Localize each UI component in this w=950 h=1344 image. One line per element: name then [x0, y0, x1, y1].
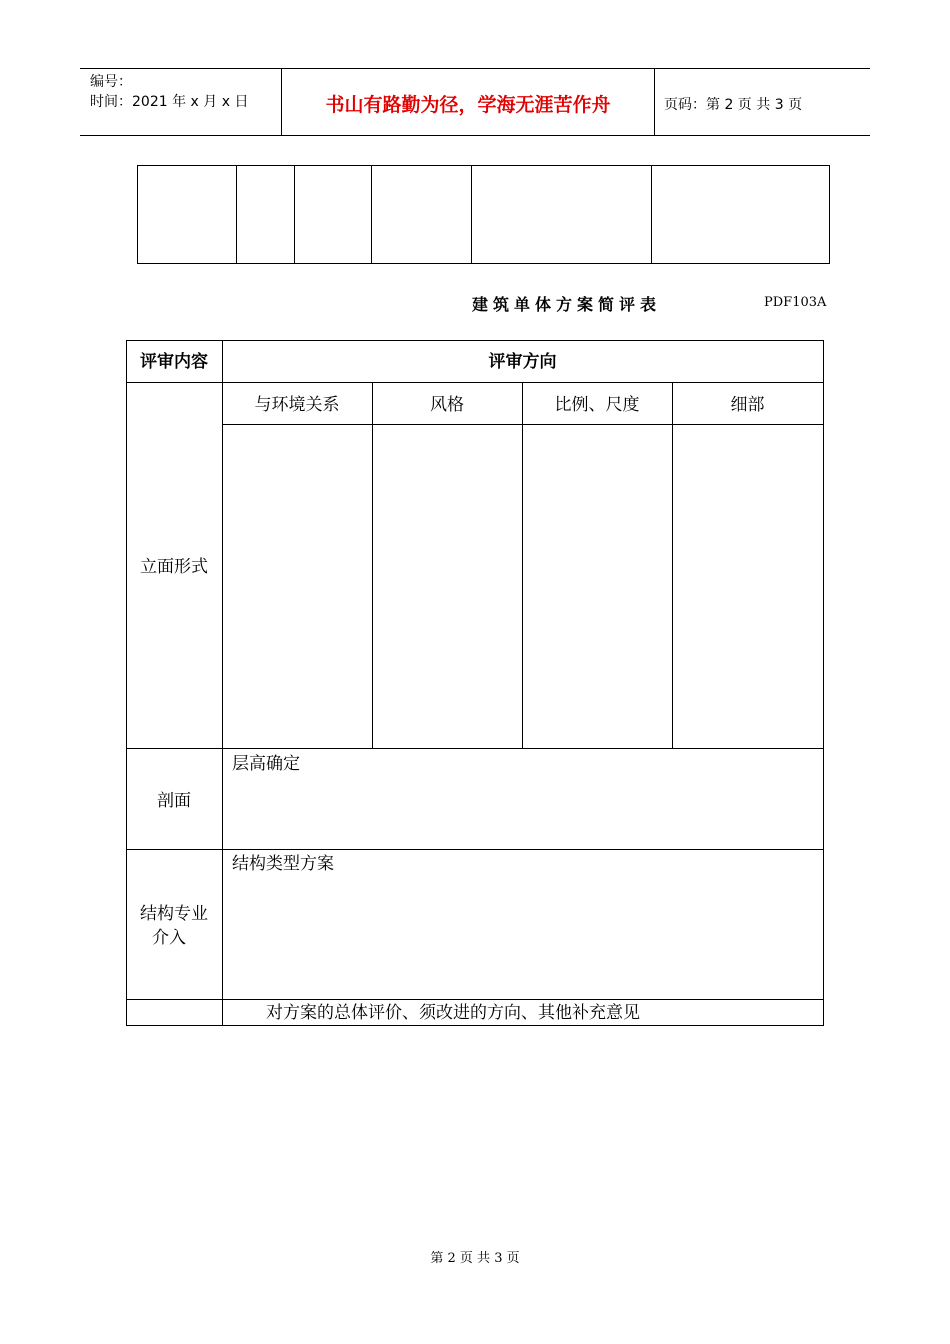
header-divider-right: [654, 68, 655, 136]
document-number-label: 编号：: [90, 74, 132, 90]
table-rule: [126, 999, 824, 1000]
row-label-section: 剖面: [157, 791, 191, 811]
header-motto: 书山有路勤为径，学海无涯苦作舟: [325, 94, 611, 116]
subcolumn-environment: 与环境关系: [254, 395, 340, 415]
section-floor-height-note: 层高确定: [232, 754, 300, 774]
table-divider: [651, 166, 652, 263]
subcolumn-detail: 细部: [730, 395, 765, 415]
table-rule: [823, 340, 824, 1026]
table-rule: [126, 340, 824, 341]
page-footer: 第 2 页 共 3 页: [430, 1251, 520, 1266]
table-rule: [126, 1025, 824, 1026]
row-label-facade: 立面形式: [140, 557, 208, 577]
row-label-structure: [126, 902, 222, 950]
document-date: 时间：2021 年 x 月 x 日: [90, 94, 249, 110]
section-entry-cell[interactable]: [223, 775, 823, 848]
facade-proportion-cell[interactable]: [523, 425, 672, 748]
subcolumn-proportion-scale: 比例、尺度: [554, 395, 640, 415]
overall-evaluation-note: 对方案的总体评价、须改进的方向、其他补充意见: [266, 1003, 640, 1023]
facade-environment-cell[interactable]: [223, 425, 372, 748]
row-label-structure-line1: 结构专业: [140, 904, 208, 924]
facade-style-cell[interactable]: [373, 425, 522, 748]
table-divider: [471, 166, 472, 263]
structure-type-note: 结构类型方案: [232, 854, 334, 874]
column-header-content: 评审内容: [140, 352, 208, 372]
header-top-rule: [80, 68, 870, 69]
row-label-structure-line2: 介入: [152, 928, 186, 948]
structure-entry-cell[interactable]: [223, 878, 823, 998]
table-rule: [126, 382, 824, 383]
table-rule: [126, 748, 824, 749]
table-divider: [236, 166, 237, 263]
header-page-info: 页码：第 2 页 共 3 页: [664, 97, 803, 113]
form-code: PDF103A: [764, 295, 827, 310]
column-header-direction: 评审方向: [488, 352, 557, 372]
subcolumn-style: 风格: [430, 395, 464, 415]
header-bottom-rule: [80, 135, 870, 136]
continuation-table: [137, 165, 830, 264]
table-divider: [294, 166, 295, 263]
table-rule: [126, 849, 824, 850]
facade-detail-cell[interactable]: [673, 425, 823, 748]
header-meta: [90, 72, 248, 112]
table-divider: [371, 166, 372, 263]
form-title: 建筑单体方案简评表: [472, 295, 662, 314]
